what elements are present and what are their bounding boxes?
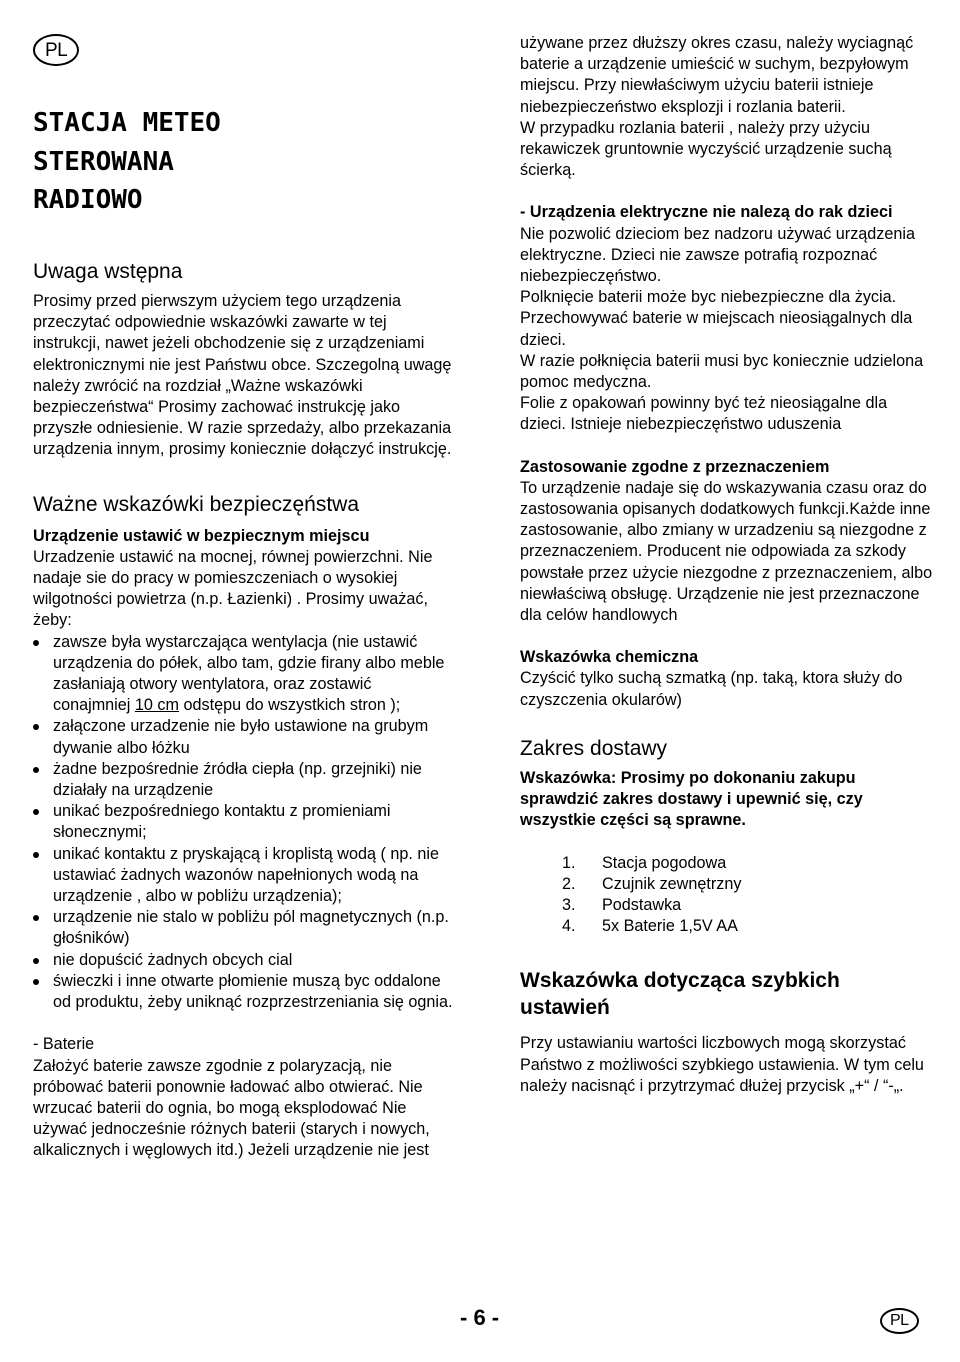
title-line: STACJA METEO: [33, 108, 221, 138]
children-text: Polknięcie baterii może byc niebezpieczne dla życia. Przechowywać baterie w miejscach nieosiągalnych dla dzieci.: [520, 288, 913, 349]
safety-subheading: Urządzenie ustawić w bezpiecznym miejscu: [33, 526, 370, 545]
list-item: 4. 5x Baterie 1,5V AA: [562, 917, 738, 936]
delivery-list: [520, 853, 935, 938]
list-item: nie dopuścić żadnych obcych cial: [33, 950, 453, 971]
list-item: unikać bezpośredniego kontaktu z promieniami słonecznymi;: [33, 801, 453, 843]
chemical-heading: Wskazówka chemiczna: [520, 648, 699, 667]
document-title: [33, 104, 221, 220]
children-text: Folie z opakowań powinny być też nieosiągalne dla dzieci. Istnieje niebezpieczęństwo uduszenia: [520, 394, 888, 434]
list-item: unikać kontaktu z pryskającą i kroplistą wodą ( np. nie ustawiać żadnych wazonów napełnionych wodą na urządzenie , albo w pobliżu urządzenia);: [33, 844, 453, 908]
language-badge: PL: [880, 1308, 919, 1334]
language-badge: PL: [33, 34, 79, 66]
quick-settings-heading: Wskazówka dotycząca szybkich ustawień: [520, 969, 840, 1020]
list-item: załączone urzadzenie nie było ustawione na grubym dywanie albo łóżku: [33, 716, 453, 758]
batteries-text: Założyć baterie zawsze zgodnie z polaryzacją, nie próbować baterii ponownie ładować albo otwierać. Nie wrzucać baterii do ognia, bo mogą eksplodować Nie używać jednocześnie różnych baterii (starych i nowych, alkalicznych i węglowych itd.) Jeżeli urządzenie nie jest: [33, 1056, 430, 1160]
safety-heading: Ważne wskazówki bezpieczęństwa: [33, 492, 360, 516]
title-line: STEROWANA: [33, 146, 174, 177]
safety-text: Urzadzenie ustawić na mocnej, równej powierzchni. Nie nadaje sie do pracy w pomieszczeniach o wysokiej wilgotności powietrza (n.p. Łazienki) . Prosimy uważać, żeby:: [33, 547, 433, 630]
title-line: RADIOWO: [33, 185, 143, 215]
quick-settings-text: Przy ustawianiu wartości liczbowych mogą skorzystać Państwo z możliwości szybkiego ustawienia. W tym celu należy nacisnąć i przytrzymać dłużej przycisk „+“ / “-„.: [520, 1034, 924, 1095]
children-heading: - Urządzenia elektryczne nie nalezą do rak dzieci: [520, 203, 893, 222]
delivery-note: Wskazówka: Prosimy po dokonaniu zakupu sprawdzić zakres dostawy i upewnić się, czy wszystkie części są sprawne.: [520, 768, 863, 830]
list-item: zawsze była wystarczająca wentylacja (nie ustawić urządzenia do półek, albo tam, gdzie firany albo meble zasłaniają otwory wentylatora, oraz zostawić conajmniej 10 cm odstępu do wszystkich stron );: [33, 632, 453, 717]
intended-use-heading: Zastosowanie zgodne z przeznaczeniem: [520, 457, 830, 476]
batteries-heading: - Baterie: [33, 1035, 95, 1054]
list-item: 3. Podstawka: [562, 895, 682, 914]
list-item: świeczki i inne otwarte płomienie muszą byc oddalone od produktu, żeby uniknąć rozprzestrzeniania się ognia.: [33, 971, 453, 1013]
page-number: - 6 -: [460, 1305, 500, 1330]
children-text: W razie połknięcia baterii musi byc koniecznie udzielona pomoc medyczna.: [520, 351, 924, 392]
right-column: [520, 33, 935, 1097]
safety-list: [33, 632, 453, 1014]
intended-use-text: To urządzenie nadaje się do wskazywania czasu oraz do zastosowania opisanych dodatkowych funkcji.Każde inne zastosowanie, albo zmiany w urzadzeniu są niezgodne z przeznaczeniem. Producent nie odpowiada za szkody powstałe przez użycie niezgodne z przeznaczeniem, albo niewłaściwą obsługę. Urządzenie nie jest przeznaczone dla celów handlowych: [520, 478, 933, 625]
batteries-text-cont: używane przez dłuższy okres czasu, należy wyciagnąć baterie a urządzenie umieścić w suchym, bezpyłowym miejscu. Przy niewłaściwym użyciu baterii istnieje niebezpieczeństwo eksplozji i rozlania baterii.: [520, 34, 914, 116]
list-item: urządzenie nie stalo w pobliżu pól magnetycznych (n.p. głośników): [33, 907, 453, 949]
chemical-text: Czyścić tylko suchą szmatką (np. taką, ktora służy do czyszczenia okularów): [520, 669, 903, 709]
delivery-heading: Zakres dostawy: [520, 736, 668, 760]
intro-heading: Uwaga wstępna: [33, 260, 183, 283]
batteries-text-cont: W przypadku rozlania baterii , należy przy użyciu rekawiczek gruntownie wyczyścić urządzenie suchą ścierką.: [520, 118, 892, 180]
children-text: Nie pozwolić dzieciom bez nadzoru używać urządzenia elektryczne. Dzieci nie zawsze potrafią rozpoznać niebezpieczęństwo.: [520, 224, 915, 286]
list-item: 2. Czujnik zewnętrzny: [562, 874, 742, 893]
intro-text: Prosimy przed pierwszym użyciem tego urządzenia przeczytać odpowiednie wskazówki zawarte w tej instrukcji, nawet jeżeli obchodzenie się z urządzeniami elektronicznymi nie jest Państwu obce. Szczegolną uwagę należy zwrócić na rozdział „Ważne wskazówki bezpieczeństwa“ Prosimy zachować instrukcję jako przyszłe odniesienie. W razie sprzedaży, albo przekazania urządzenia innym, prosimy koniecznie dołączyć instrukcję.: [33, 292, 452, 459]
left-column: [33, 258, 453, 1162]
list-item: żadne bezpośrednie źródła ciepła (np. grzejniki) nie działały na urządzenie: [33, 759, 453, 801]
list-item: 1. Stacja pogodowa: [562, 853, 727, 872]
